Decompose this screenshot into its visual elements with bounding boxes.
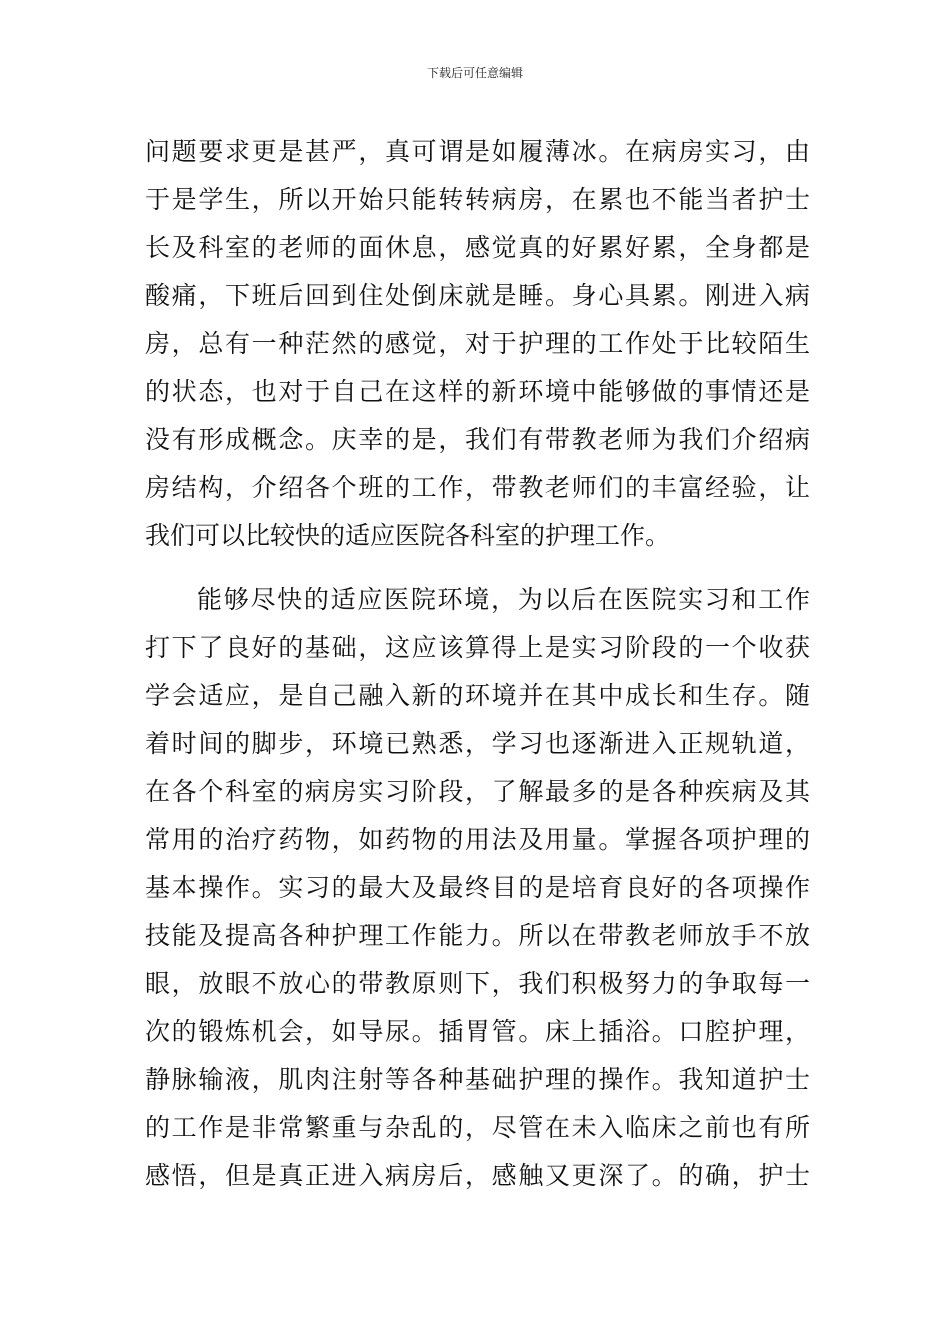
text-line: 房，总有一种茫然的感觉，对于护理的工作处于比较陌生 xyxy=(145,329,810,358)
text-line: 打下了良好的基础，这应该算得上是实习阶段的一个收获 xyxy=(145,633,810,662)
text-line: 基本操作。实习的最大及最终目的是培育良好的各项操作 xyxy=(145,873,810,902)
text-line: 技能及提高各种护理工作能力。所以在带教老师放手不放 xyxy=(145,921,810,950)
text-line: 没有形成概念。庆幸的是，我们有带教老师为我们介绍病 xyxy=(145,425,810,454)
text-line: 静脉输液，肌肉注射等各种基础护理的操作。我知道护士 xyxy=(145,1065,810,1094)
text-line: 常用的治疗药物，如药物的用法及用量。掌握各项护理的 xyxy=(145,825,810,854)
text-line: 学会适应，是自己融入新的环境并在其中成长和生存。随 xyxy=(145,681,810,710)
text-line: 问题要求更是甚严，真可谓是如履薄冰。在病房实习，由 xyxy=(145,137,810,166)
text-line: 眼，放眼不放心的带教原则下，我们积极努力的争取每一 xyxy=(145,969,810,998)
text-line: 的状态，也对于自己在这样的新环境中能够做的事情还是 xyxy=(145,377,810,406)
text-line: 于是学生，所以开始只能转转病房，在累也不能当者护士 xyxy=(145,185,810,214)
text-line: 着时间的脚步，环境已熟悉，学习也逐渐进入正规轨道， xyxy=(145,729,810,758)
text-line: 酸痛，下班后回到住处倒床就是睡。身心具累。刚进入病 xyxy=(145,281,810,310)
text-line: 长及科室的老师的面休息，感觉真的好累好累，全身都是 xyxy=(145,233,810,262)
text-line: 的工作是非常繁重与杂乱的，尽管在未入临床之前也有所 xyxy=(145,1113,810,1142)
text-line: 房结构，介绍各个班的工作，带教老师们的丰富经验，让 xyxy=(145,473,810,502)
text-line: 次的锻炼机会，如导尿。插胃管。床上插浴。口腔护理， xyxy=(145,1017,810,1046)
page-header: 下载后可任意编辑 xyxy=(426,66,523,80)
text-line: 在各个科室的病房实习阶段，了解最多的是各种疾病及其 xyxy=(145,777,810,806)
text-line: 感悟，但是真正进入病房后，感触又更深了。的确，护士 xyxy=(145,1161,810,1190)
paragraph-first-line: 能够尽快的适应医院环境，为以后在医院实习和工作 xyxy=(197,585,810,614)
text-line: 我们可以比较快的适应医院各科室的护理工作。 xyxy=(145,521,671,550)
